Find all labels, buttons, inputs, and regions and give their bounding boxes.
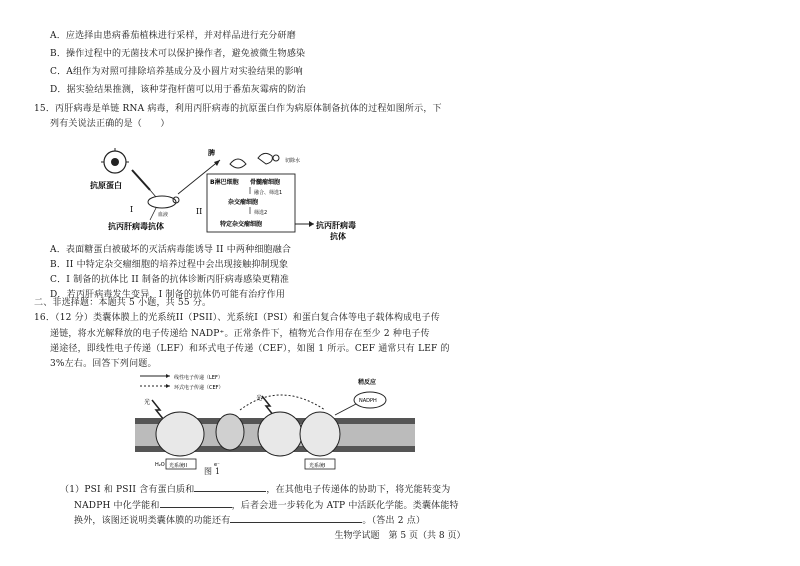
- q16-sub1-text-1a: （1）PSI 和 PSII 含有蛋白质和: [60, 485, 195, 495]
- legend-arrow: [166, 384, 170, 388]
- cutting-label: 切除水: [285, 158, 301, 164]
- arrow-head: [214, 160, 220, 166]
- antibody1-label: 抗丙肝病毒抗体: [108, 222, 164, 231]
- q16-sub1-text-3a: 换外，该图还说明类囊体膜的功能还有: [74, 516, 231, 526]
- virus-icon: [101, 148, 129, 173]
- q16-line1: 16．（12 分）类囊体膜上的光系统II（PSII）、光系统I（PSI）和蛋白复合体等电子载体构成电子传: [34, 313, 440, 323]
- q16-sub1-text-2a: NADPH 中化学能和: [74, 501, 160, 511]
- q15-antibody-diagram: [80, 142, 440, 242]
- cytochrome-complex: [216, 414, 244, 450]
- injection-label: 血液: [158, 212, 169, 218]
- light-label-2: 光: [256, 395, 263, 402]
- q14-option-a: A．应选择由患病番茄植株进行采样，并对样品进行充分研磨: [50, 31, 296, 41]
- mouse-icon: [148, 196, 179, 208]
- q14-option-b: B．操作过程中的无菌技术可以保护操作者，避免被微生物感染: [50, 49, 306, 59]
- answer-blank-1[interactable]: [194, 481, 266, 492]
- hybrid-label: 杂交瘤细胞: [228, 199, 259, 206]
- q16-line4: 3%左右。回答下列问题。: [50, 359, 157, 369]
- q15-option-d: D．若丙肝病毒发生变异，I 制备的抗体仍可能有治疗作用: [50, 290, 286, 300]
- q16-line3: 递途径，即线性电子传递（LEF）和环式电子传递（CEF），如图 1 所示。CEF 通常只有 LEF 的: [50, 344, 450, 354]
- q15-option-c: C．I 制备的抗体比 II 制备的抗体诊断丙肝病毒感染更精准: [50, 275, 290, 285]
- route-i-label: I: [130, 205, 134, 214]
- arrow-to-antibody1: [150, 208, 156, 220]
- fuse-select1-label: 融合、筛选1: [254, 190, 283, 196]
- lightning-icon: [152, 400, 164, 420]
- complex-middle: [258, 412, 302, 456]
- answer-blank-3[interactable]: [230, 512, 362, 523]
- legend-arrow: [166, 374, 170, 378]
- spleen-label: 脾: [208, 149, 215, 157]
- arrow-to-spleen: [178, 160, 220, 194]
- antibody2-label-1: 抗丙肝病毒: [316, 221, 356, 230]
- bcell-label: B淋巴细胞: [210, 179, 239, 186]
- light-label-1: 光: [144, 399, 151, 406]
- q16-sub1-text-2b: ，后者会进一步转化为 ATP 中活跃化学能。类囊体能特: [231, 501, 459, 511]
- myeloma-label: 骨髓瘤细胞: [250, 179, 281, 186]
- figure-1-caption: 图 1: [204, 467, 221, 476]
- q16-line2: 递链，将水光解释放的电子传递给 NADP⁺。正常条件下，植物光合作用存在至少 2 种电子传: [50, 329, 430, 339]
- psii-label: 光系统II: [169, 463, 187, 469]
- cef-path: [240, 395, 325, 410]
- route-ii-label: II: [196, 207, 203, 216]
- h2o-label: H₂O: [155, 462, 165, 468]
- q16-sub1-text-3b: 。（答出 2 点）: [362, 516, 426, 526]
- syringe-icon: [132, 170, 156, 197]
- electron-label: e⁻: [214, 462, 220, 468]
- q16-sub1-line1: [60, 481, 450, 496]
- nadph-label: NADPH: [359, 398, 377, 404]
- arrow-to-nadph: [335, 404, 356, 415]
- psi-label: 光系统I: [309, 463, 326, 469]
- select2-label: 筛选2: [254, 210, 268, 216]
- legend-lef: 线性电子传递（LEF）: [174, 375, 223, 381]
- spleen-cells-icon: [230, 153, 279, 168]
- q15-stem-line2: 列有关说法正确的是（ ）: [50, 119, 170, 129]
- antibody2-label-2: 抗体: [330, 232, 346, 241]
- arrow-head: [309, 221, 314, 227]
- q16-sub1-text-1b: ，在其他电子传递体的协助下，将光能转变为: [266, 485, 451, 495]
- feedback-label: 稍反应: [358, 379, 377, 386]
- q15-stem-line1: 15．丙肝病毒是单链 RNA 病毒，利用丙肝病毒的抗原蛋白作为病原体制备抗体的过程如图所示，下: [34, 104, 442, 114]
- page-footer: 生物学试题 第 5 页（共 8 页）: [334, 531, 466, 541]
- q15-option-a: A．表面糖蛋白被破坏的灭活病毒能诱导 II 中两种细胞融合: [50, 245, 292, 255]
- q16-sub1-line2: [74, 497, 459, 512]
- q14-option-c: C．A组作为对照可排除培养基成分及小圆片对实验结果的影响: [50, 67, 303, 77]
- section-two-heading: 二、非选择题：本题共 5 小题，共 55 分。: [34, 298, 212, 308]
- figure-1-thylakoid: [130, 370, 420, 475]
- q15-option-b: B．II 中特定杂交瘤细胞的培养过程中会出现接触抑制现象: [50, 260, 289, 270]
- q14-option-d: D．据实验结果推测，该种芽孢杆菌可以用于番茄灰霉病的防治: [50, 85, 306, 95]
- answer-blank-2[interactable]: [160, 497, 232, 508]
- specific-hybrid-label: 特定杂交瘤细胞: [220, 221, 263, 228]
- psi-complex: [300, 412, 340, 456]
- psii-complex: [156, 412, 204, 456]
- legend-cef: 环式电子传递（CEF）: [174, 385, 224, 391]
- antigen-label: 抗原蛋白: [90, 181, 122, 190]
- q16-sub1-line3: [74, 512, 425, 527]
